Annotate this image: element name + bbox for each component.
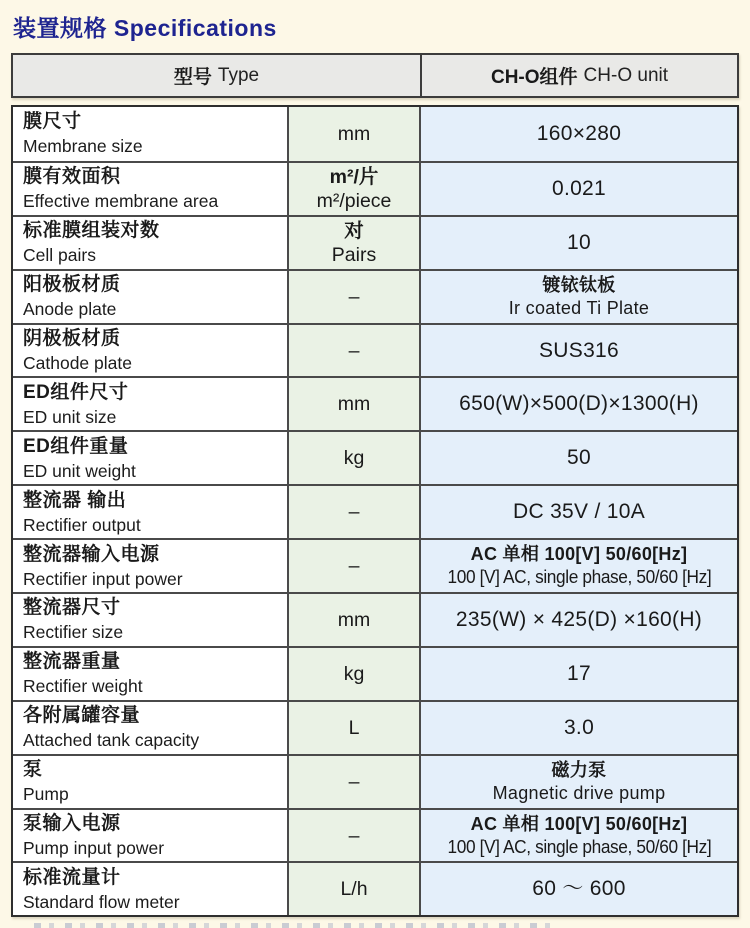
- header-type-cjk: 型号: [173, 67, 212, 88]
- table-row: [13, 808, 737, 862]
- row-name-en: ED unit weight: [23, 460, 136, 481]
- row-name-cjk: ED组件尺寸: [23, 381, 129, 403]
- row-value-cell: [419, 540, 737, 592]
- value-line: 650(W)×500(D)×1300(H): [459, 392, 699, 416]
- row-unit-cell: [287, 432, 419, 484]
- row-value-cell: [419, 648, 737, 700]
- header-type-cell: [13, 55, 420, 96]
- row-value-cell: [419, 271, 737, 323]
- row-value-cell: [419, 432, 737, 484]
- row-name-en: Anode plate: [23, 299, 117, 320]
- unit-line: 对: [344, 219, 364, 242]
- row-unit-cell: [287, 756, 419, 808]
- row-value-cell: [419, 702, 737, 754]
- header-type-en: Type: [217, 64, 260, 86]
- row-value-cell: [419, 594, 737, 646]
- row-name-en: Rectifier size: [23, 622, 124, 643]
- row-name-en: Rectifier weight: [23, 676, 143, 697]
- row-name-cell: [13, 163, 287, 215]
- row-name-cell: [13, 810, 287, 862]
- row-name-cjk: 标准膜组装对数: [23, 220, 160, 242]
- unit-line: m²/片: [329, 165, 379, 188]
- row-name-cell: [13, 702, 287, 754]
- row-name-cell: [13, 756, 287, 808]
- value-line: 60 ～ 600: [532, 877, 626, 901]
- row-name-cjk: 整流器输入电源: [23, 543, 160, 565]
- unit-line: L/h: [340, 878, 368, 901]
- table-row: [13, 323, 737, 377]
- value-line: Ir coated Ti Plate: [508, 297, 650, 318]
- row-name-en: Cathode plate: [23, 353, 132, 373]
- row-name-cjk: 膜尺寸: [23, 111, 82, 133]
- row-value-cell: [419, 863, 737, 915]
- table-row: [13, 107, 737, 161]
- unit-line: mm: [337, 122, 371, 145]
- row-unit-cell: [287, 594, 419, 646]
- row-name-cell: [13, 863, 287, 915]
- value-line: SUS316: [538, 338, 620, 362]
- row-value-cell: [419, 486, 737, 538]
- row-name-cjk: 整流器重量: [23, 651, 121, 673]
- row-value-cell: [419, 163, 737, 215]
- row-name-cjk: 膜有效面积: [23, 166, 121, 188]
- row-name-en: Effective membrane area: [23, 191, 219, 212]
- table-row: [13, 861, 737, 915]
- value-line: 100 [V] AC, single phase, 50/60 [Hz]: [447, 567, 711, 588]
- row-name-en: Standard flow meter: [23, 891, 180, 912]
- row-unit-cell: [287, 486, 419, 538]
- value-line: 镀铱钛板: [542, 274, 616, 295]
- unit-line: kg: [343, 447, 365, 470]
- row-value-cell: [419, 107, 737, 161]
- row-name-en: Pump: [23, 784, 69, 805]
- table-row: [13, 376, 737, 430]
- row-value-cell: [419, 810, 737, 862]
- value-line: 235(W) × 425(D) ×160(H): [455, 607, 703, 631]
- row-value-cell: [419, 378, 737, 430]
- table-row: [13, 430, 737, 484]
- row-name-en: ED unit size: [23, 406, 117, 427]
- row-name-cell: [13, 325, 287, 377]
- unit-line: –: [348, 555, 360, 578]
- row-unit-cell: [287, 863, 419, 915]
- row-name-en: Attached tank capacity: [23, 730, 200, 751]
- unit-line: mm: [337, 608, 371, 631]
- page-title: 装置规格 Specifications: [13, 15, 277, 41]
- unit-line: –: [348, 339, 360, 362]
- row-name-cjk: 泵: [23, 759, 43, 781]
- unit-line: kg: [343, 662, 365, 685]
- value-line: DC 35V / 10A: [513, 500, 645, 524]
- row-name-cell: [13, 594, 287, 646]
- table-row: [13, 700, 737, 754]
- value-line: 3.0: [563, 715, 595, 739]
- cutoff-caption-remnant: [34, 923, 559, 928]
- row-name-en: Pump input power: [23, 838, 165, 859]
- row-unit-cell: [287, 163, 419, 215]
- header-unit-cell: [420, 55, 737, 96]
- row-name-cell: [13, 271, 287, 323]
- row-name-cell: [13, 217, 287, 269]
- unit-line: mm: [337, 393, 371, 416]
- table-row: [13, 215, 737, 269]
- value-line: 50: [567, 446, 591, 470]
- row-unit-cell: [287, 648, 419, 700]
- row-unit-cell: [287, 378, 419, 430]
- table-row: [13, 161, 737, 215]
- row-value-cell: [419, 217, 737, 269]
- row-name-cell: [13, 107, 287, 161]
- unit-line: –: [348, 285, 360, 308]
- row-name-cell: [13, 378, 287, 430]
- unit-line: Pairs: [331, 243, 377, 266]
- row-name-cjk: 各附属罐容量: [23, 705, 141, 727]
- table-row: [13, 754, 737, 808]
- row-name-en: Cell pairs: [23, 245, 96, 266]
- row-name-cjk: 阳极板材质: [23, 274, 121, 296]
- row-unit-cell: [287, 702, 419, 754]
- spec-table-header: [11, 53, 739, 98]
- unit-line: –: [348, 770, 360, 793]
- table-row: [13, 269, 737, 323]
- row-name-cjk: 泵输入电源: [23, 813, 121, 835]
- table-row: [13, 484, 737, 538]
- value-line: 17: [567, 661, 591, 685]
- value-line: 磁力泵: [551, 759, 607, 780]
- unit-line: L: [348, 716, 360, 739]
- row-name-cell: [13, 648, 287, 700]
- row-name-cell: [13, 432, 287, 484]
- value-line: Magnetic drive pump: [492, 782, 666, 803]
- row-name-en: Rectifier input power: [23, 568, 183, 589]
- unit-line: –: [348, 501, 360, 524]
- row-value-cell: [419, 756, 737, 808]
- row-unit-cell: [287, 325, 419, 377]
- header-unit-en: CH-O unit: [583, 64, 669, 86]
- row-name-en: Rectifier output: [23, 514, 141, 535]
- row-value-cell: [419, 325, 737, 377]
- row-name-cjk: ED组件重量: [23, 435, 129, 457]
- value-line: 160×280: [536, 121, 622, 145]
- row-name-cjk: 标准流量计: [23, 866, 121, 888]
- table-row: [13, 538, 737, 592]
- row-name-cell: [13, 486, 287, 538]
- value-line: AC 单相 100[V] 50/60[Hz]: [470, 813, 688, 834]
- row-name-cjk: 整流器尺寸: [23, 597, 121, 619]
- row-unit-cell: [287, 107, 419, 161]
- row-unit-cell: [287, 217, 419, 269]
- header-unit-cjk: CH-O组件: [490, 67, 578, 88]
- table-row: [13, 592, 737, 646]
- table-row: [13, 646, 737, 700]
- row-unit-cell: [287, 540, 419, 592]
- row-name-cjk: 整流器 输出: [23, 489, 127, 511]
- unit-line: –: [348, 824, 360, 847]
- row-unit-cell: [287, 810, 419, 862]
- row-name-en: Membrane size: [23, 136, 143, 157]
- row-name-cjk: 阴极板材质: [23, 328, 121, 349]
- unit-line: m²/piece: [316, 189, 392, 212]
- value-line: 100 [V] AC, single phase, 50/60 [Hz]: [447, 836, 711, 857]
- value-line: AC 单相 100[V] 50/60[Hz]: [470, 544, 688, 565]
- value-line: 10: [567, 230, 591, 254]
- value-line: 0.021: [551, 176, 607, 200]
- row-unit-cell: [287, 271, 419, 323]
- row-name-cell: [13, 540, 287, 592]
- spec-table-body: [11, 105, 739, 917]
